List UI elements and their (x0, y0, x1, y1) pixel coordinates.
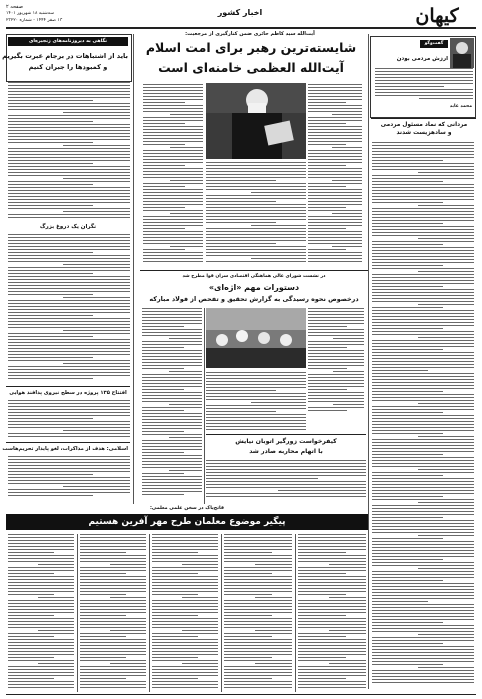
sidebar-byline: محمد عابد (449, 104, 472, 109)
sidebar-headline-2: و سادهزیست شدند (396, 130, 452, 136)
bottom-col-4 (224, 534, 292, 692)
issue-line: ۱۳ صفر ۱۴۴۴ - شماره ۲۳۲۲۰ (6, 18, 63, 23)
sidebar-headline-1: مردانی که نماد مسئول مردمی (380, 122, 468, 128)
bottom-headline: پیگیر موضوع معلمان طرح مهر آفرین هستیم (6, 514, 368, 530)
sidebar-body (372, 142, 474, 684)
left-sub-head: نگران یک دروغ بزرگ (39, 224, 97, 230)
middle-body-center (206, 372, 306, 432)
page-bottom-rule (6, 694, 476, 695)
left-story3-headline: اسلامی: هدف از مذاکرات، لغو پایدار تحریم‌هاست (2, 446, 128, 452)
small-story-headline-1: کیفرخواست زورگیر اتوبان نیایش (235, 438, 337, 445)
middle-headline-2: درخصوص نحوه رسیدگی به گزارش تحقیق و تفحص از فولاد مبارکه (149, 295, 359, 303)
logo-text: کیهان (415, 5, 459, 27)
page-number: صفحه ۲ (6, 4, 23, 10)
small-story-body (206, 460, 366, 500)
middle-body-left (142, 308, 202, 498)
main-headline-1: شایسته‌ترین رهبر برای امت اسلام (145, 40, 357, 55)
middle-story-photo (206, 308, 306, 368)
main-headline-2: آیت‌الله العظمی خامنه‌ای است (158, 60, 344, 75)
middle-headline-1: دستورات مهم «اژه‌ای» (208, 283, 300, 292)
main-story-body-left (143, 84, 203, 266)
main-story-photo (206, 83, 306, 159)
left-banner: نگاهی به دیروزنامه‌های زنجیره‌ای (8, 37, 128, 46)
bottom-col-3 (152, 534, 218, 692)
small-story-headline-2: با اتهام محاربه صادر شد (249, 448, 323, 455)
middle-body-right (308, 308, 364, 414)
left-headline-2: و کمبودها را جبران کنیم (28, 63, 108, 71)
bottom-col-5 (298, 534, 366, 692)
date-line: سه‌شنبه ۱۸ شهریور ۱۴۰۱ (6, 11, 54, 16)
left-story3-body (8, 456, 130, 500)
left-body-a (8, 82, 130, 222)
main-story-body-center (206, 162, 306, 266)
section-title: اخبار کشور (217, 8, 263, 17)
masthead-divider (6, 27, 476, 29)
left-headline-1: باید از اشتباهات در برجام عبرت بگیریم (2, 52, 128, 60)
main-story-body-right (308, 84, 362, 264)
left-body-b (8, 234, 130, 382)
left-story2-headline: افتتاح ۱۳۵ پروژه در سطح نیروی پدافند هوایی (9, 390, 127, 396)
sidebar-column-title: ارزش مردمی بودن (396, 56, 448, 62)
bottom-col-1 (8, 534, 74, 692)
bottom-kicker: فاتح‌پاک در سخن علمی معلمی: (149, 506, 225, 511)
bottom-col-2 (80, 534, 146, 692)
columnist-photo (450, 38, 474, 68)
sidebar-tag: گفت‌و‌گو (420, 40, 448, 48)
left-story2-body (8, 400, 130, 440)
sidebar-column-text (375, 68, 473, 102)
main-kicker: آیت‌الله سید کاظم حائری ضمن کنارگیری از مرجعیت: (185, 31, 315, 37)
middle-kicker: در نشست شورای عالی هماهنگی اقتصادی سران قوا مطرح شد (182, 274, 326, 279)
